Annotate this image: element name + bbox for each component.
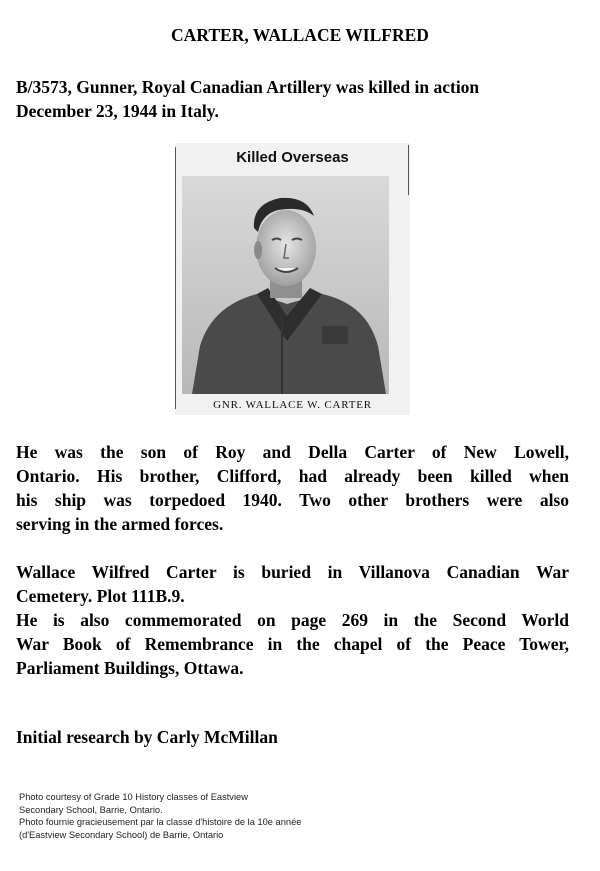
footnote-line: Photo fournie gracieusement par la classe d'histoire de la 10e année — [19, 817, 302, 827]
burial-paragraph — [16, 560, 569, 680]
newspaper-clipping — [175, 143, 410, 415]
burial-line: War Book of Remembrance in the chapel of the Peace Tower, — [16, 634, 569, 654]
family-line: He was the son of Roy and Della Carter of New Lowell, — [16, 442, 569, 462]
burial-line: Parliament Buildings, Ottawa. — [16, 658, 244, 678]
family-line: his ship was torpedoed 1940. Two other brothers were also — [16, 490, 569, 510]
clipping-heading: Killed Overseas — [236, 149, 349, 166]
family-line: serving in the armed forces. — [16, 514, 224, 534]
soldier-portrait-photo — [182, 176, 389, 394]
footnote-line: (d'Eastview Secondary School) de Barrie, Ontario — [19, 829, 224, 840]
page-title: CARTER, WALLACE WILFRED — [171, 25, 429, 45]
burial-line: He is also commemorated on page 269 in the Second World — [16, 610, 569, 630]
footnote-line: Photo courtesy of Grade 10 History classes of Eastview — [19, 792, 248, 802]
clipping-border-left — [175, 147, 176, 409]
footnote-line: Secondary School, Barrie, Ontario. — [19, 804, 163, 815]
family-line: Ontario. His brother, Clifford, had already been killed when — [16, 466, 569, 486]
service-summary-line: B/3573, Gunner, Royal Canadian Artillery was killed in action — [16, 77, 480, 97]
family-paragraph — [16, 440, 569, 536]
research-credit: Initial research by Carly McMillan — [16, 727, 278, 747]
burial-line: Cemetery. Plot 111B.9. — [16, 586, 185, 606]
burial-line: Wallace Wilfred Carter is buried in Villanova Canadian War — [16, 562, 569, 582]
photo-credit-footnote — [19, 791, 419, 841]
service-summary — [16, 75, 569, 123]
clipping-caption: GNR. WALLACE W. CARTER — [213, 399, 372, 411]
service-summary-line: December 23, 1944 in Italy. — [16, 101, 219, 121]
